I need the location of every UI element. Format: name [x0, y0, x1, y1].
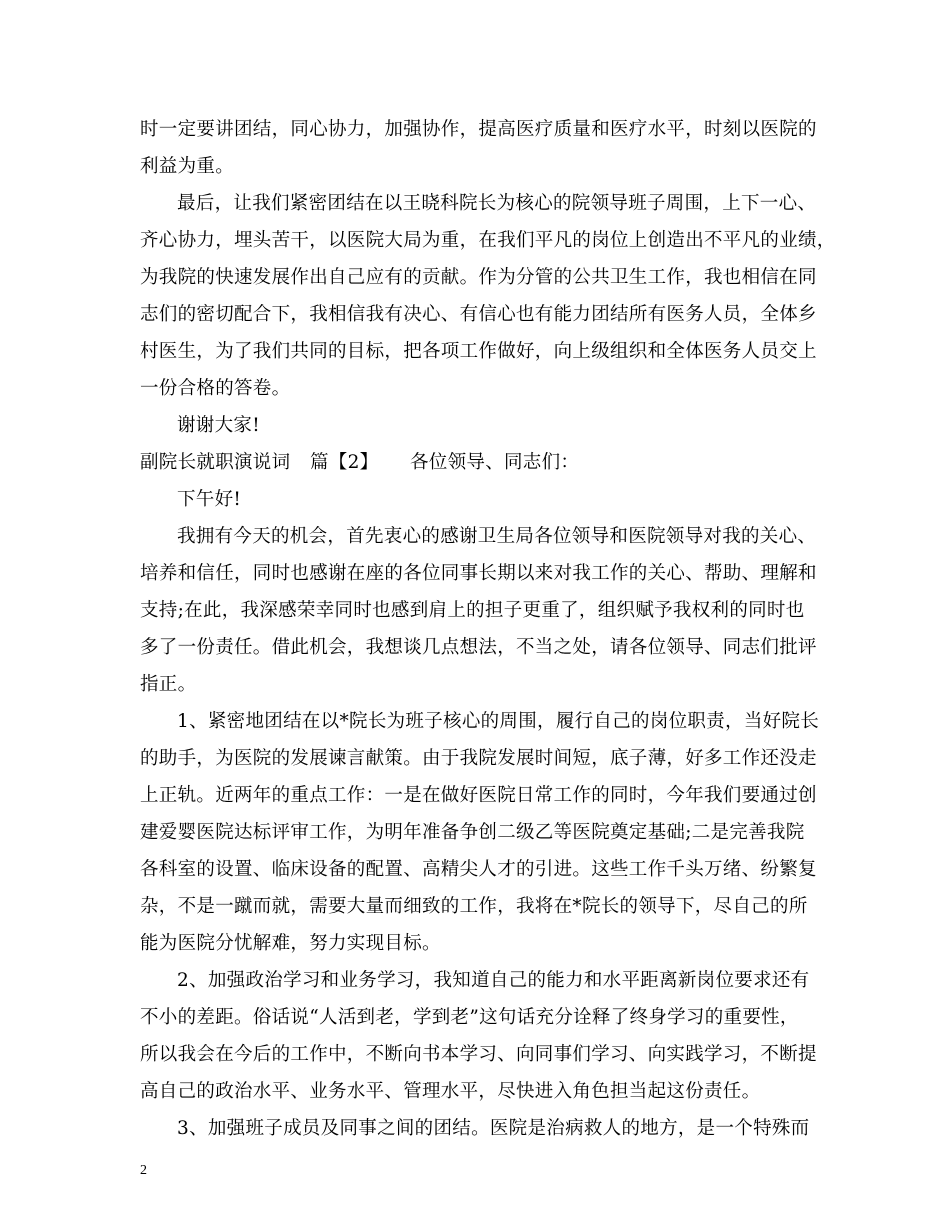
paragraph-line: 最后，让我们紧密团结在以王晓科院长为核心的院领导班子周围，上下一心、 — [177, 193, 817, 214]
paragraph-line: 所以我会在今后的工作中，不断向书本学习、向同事们学习、向实践学习，不断提 — [140, 1044, 817, 1065]
paragraph-line: 谢谢大家! — [177, 415, 260, 436]
paragraph-line: 一份合格的答卷。 — [140, 378, 291, 399]
heading-title: 副院长就职演说词 — [140, 452, 291, 473]
page-number: 2 — [140, 1163, 147, 1178]
paragraph-line: 培养和信任，同时也感谢在座的各位同事长期以来对我工作的关心、帮助、理解和 — [140, 563, 817, 584]
paragraph-line: 不小的差距。俗话说“人活到老，学到老”这句话充分诠释了终身学习的重要性， — [140, 1007, 799, 1028]
paragraph-line: 杂，不是一蹴而就，需要大量而细致的工作，我将在*院长的领导下，尽自己的所 — [140, 896, 808, 917]
paragraph-line: 下午好! — [177, 489, 242, 510]
paragraph-line: 村医生，为了我们共同的目标，把各项工作做好，向上级组织和全体医务人员交上 — [140, 341, 817, 362]
paragraph-line: 我拥有今天的机会，首先衷心的感谢卫生局各位领导和医院领导对我的关心、 — [177, 526, 817, 547]
paragraph-line: 3、加强班子成员及同事之间的团结。医院是治病救人的地方，是一个特殊而 — [177, 1118, 810, 1139]
paragraph-line: 指正。 — [140, 674, 197, 695]
heading-section: 篇【2】 — [310, 452, 379, 473]
paragraph-line: 齐心协力，埋头苦干，以医院大局为重，在我们平凡的岗位上创造出不平凡的业绩， — [140, 230, 836, 251]
paragraph-line: 上正轨。近两年的重点工作：一是在做好医院日常工作的同时，今年我们要通过创 — [140, 785, 817, 806]
paragraph-line: 支持;在此，我深感荣幸同时也感到肩上的担子更重了，组织赋予我权利的同时也 — [140, 600, 805, 621]
paragraph-line: 2、加强政治学习和业务学习，我知道自己的能力和水平距离新岗位要求还有 — [177, 970, 810, 991]
paragraph-line: 建爱婴医院达标评审工作，为明年准备争创二级乙等医院奠定基础;二是完善我院 — [140, 822, 805, 843]
paragraph-line: 高自己的政治水平、业务水平、管理水平，尽快进入角色担当起这份责任。 — [140, 1081, 761, 1102]
paragraph-line: 的助手，为医院的发展谏言献策。由于我院发展时间短，底子薄，好多工作还没走 — [140, 748, 817, 769]
heading-greeting: 各位领导、同志们： — [410, 452, 580, 473]
paragraph-line: 能为医院分忧解难，努力实现目标。 — [140, 933, 441, 954]
paragraph-line: 利益为重。 — [140, 156, 235, 177]
paragraph-line: 各科室的设置、临床设备的配置、高精尖人才的引进。这些工作千头万绪、纷繁复 — [140, 859, 817, 880]
paragraph-line: 多了一份责任。借此机会，我想谈几点想法，不当之处，请各位领导、同志们批评 — [140, 637, 817, 658]
paragraph-line: 1、紧密地团结在以*院长为班子核心的周围，履行自己的岗位职责，当好院长 — [177, 711, 820, 732]
paragraph-line: 时一定要讲团结，同心协力，加强协作，提高医疗质量和医疗水平，时刻以医院的 — [140, 119, 817, 140]
paragraph-line: 志们的密切配合下，我相信我有决心、有信心也有能力团结所有医务人员，全体乡 — [140, 304, 817, 325]
paragraph-line: 为我院的快速发展作出自己应有的贡献。作为分管的公共卫生工作，我也相信在同 — [140, 267, 817, 288]
